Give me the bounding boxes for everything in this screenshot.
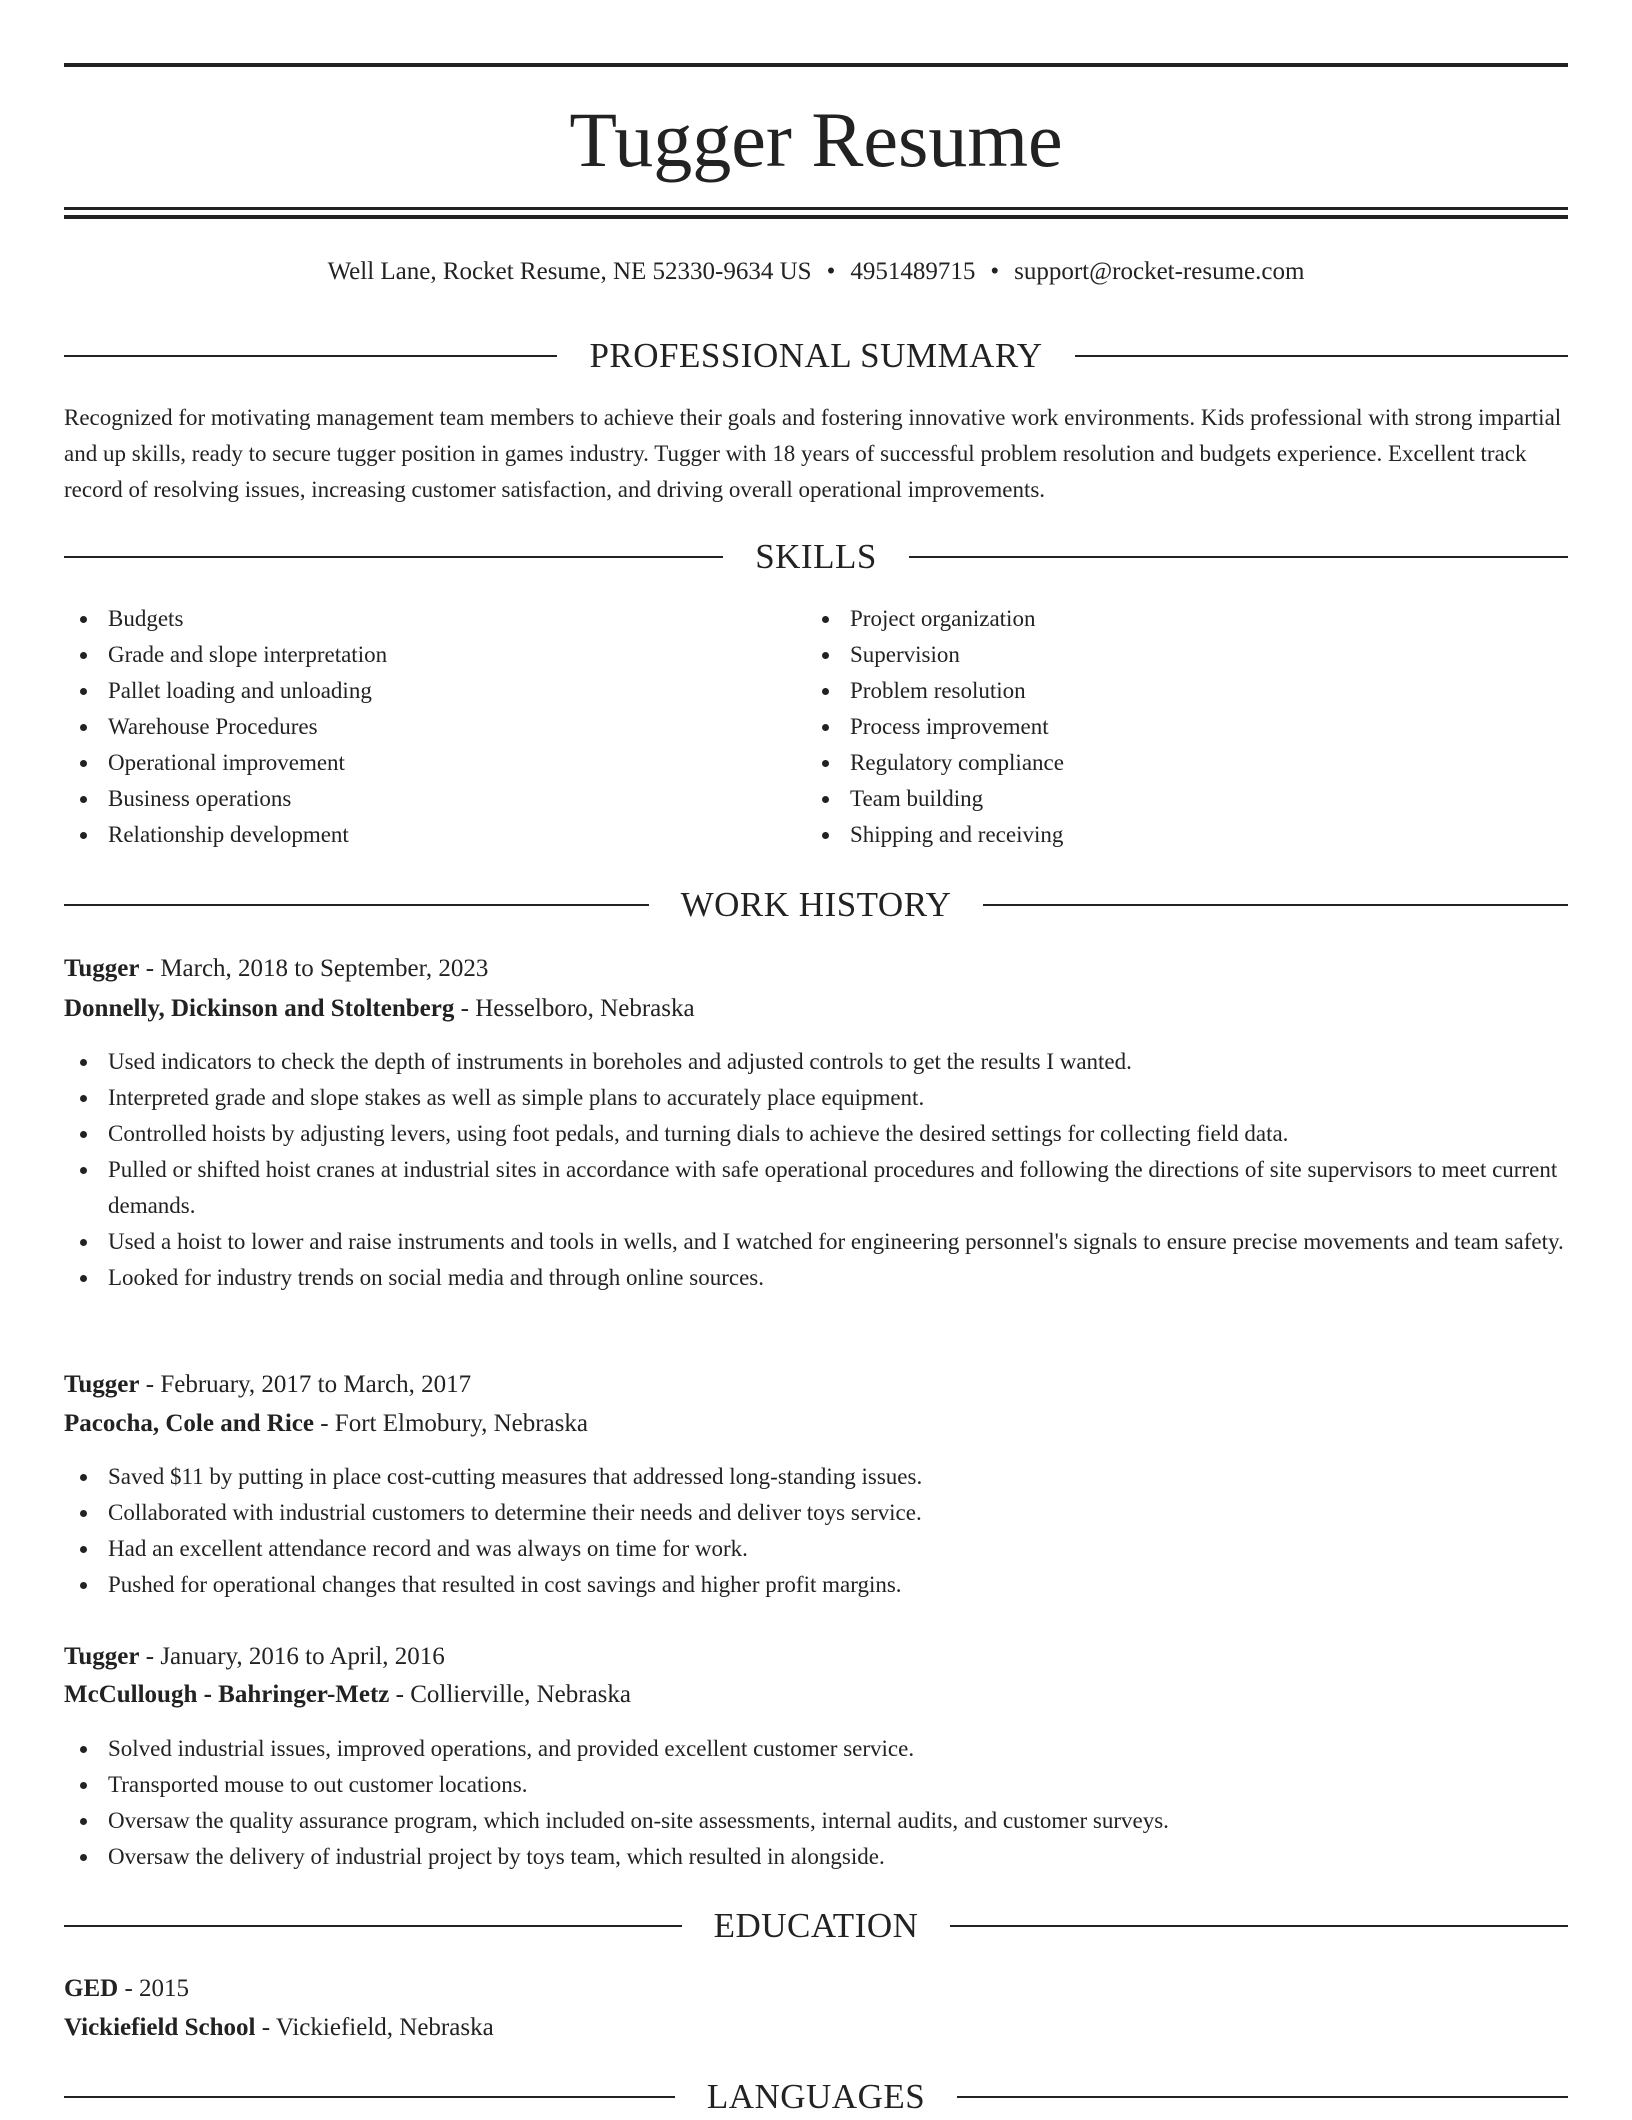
job-bullets bbox=[64, 1044, 1568, 1296]
section-header-education bbox=[64, 1903, 1568, 1949]
skill-item: Regulatory compliance bbox=[806, 745, 1506, 781]
job-location: Hesselboro, Nebraska bbox=[475, 995, 695, 1022]
dash: - bbox=[389, 1681, 411, 1708]
job-bullet: Transported mouse to out customer locations. bbox=[64, 1767, 1568, 1803]
job-location: Collierville, Nebraska bbox=[410, 1681, 631, 1708]
education-degree: GED bbox=[64, 1975, 119, 2002]
section-rule-left bbox=[64, 1925, 682, 1927]
job-bullet: Collaborated with industrial customers to determine their needs and deliver toys service. bbox=[64, 1495, 1568, 1531]
job-bullets bbox=[64, 1459, 1568, 1603]
job-company-line bbox=[64, 1406, 1568, 1442]
skill-item: Relationship development bbox=[64, 817, 764, 853]
education-location: Vickiefield, Nebraska bbox=[275, 2014, 494, 2041]
dash: - bbox=[313, 1410, 335, 1437]
section-rule-right bbox=[950, 1925, 1568, 1927]
job-company: McCullough - Bahringer-Metz bbox=[64, 1681, 390, 1708]
section-rule-left bbox=[64, 355, 557, 357]
section-title-skills: SKILLS bbox=[755, 537, 877, 576]
job-bullet: Controlled hoists by adjusting levers, using foot pedals, and turning dials to achieve the desired settings for collecting field data. bbox=[64, 1116, 1568, 1152]
job-role: Tugger bbox=[64, 1371, 140, 1398]
job-bullets bbox=[64, 1731, 1568, 1875]
section-header-work bbox=[64, 882, 1568, 928]
job-location: Fort Elmobury, Nebraska bbox=[334, 1410, 588, 1437]
skill-item: Shipping and receiving bbox=[806, 817, 1506, 853]
dash: - bbox=[139, 955, 161, 982]
job-company: Pacocha, Cole and Rice bbox=[64, 1410, 314, 1437]
contact-separator: • bbox=[826, 258, 836, 285]
job-role: Tugger bbox=[64, 1643, 140, 1670]
resume-name: Tugger Resume bbox=[569, 96, 1063, 183]
skill-item: Team building bbox=[806, 781, 1506, 817]
section-title-education: EDUCATION bbox=[713, 1906, 919, 1945]
education-school: Vickiefield School bbox=[64, 2014, 256, 2041]
contact-address: Well Lane, Rocket Resume, NE 52330-9634 US bbox=[327, 258, 812, 285]
skill-item: Process improvement bbox=[806, 709, 1506, 745]
skill-item: Project organization bbox=[806, 601, 1506, 637]
section-rule-right bbox=[983, 904, 1568, 906]
header-top-rule bbox=[64, 63, 1568, 67]
job-title-line bbox=[64, 1639, 1568, 1675]
job-bullet: Solved industrial issues, improved operations, and provided excellent customer service. bbox=[64, 1731, 1568, 1767]
section-rule-left bbox=[64, 2096, 675, 2098]
section-title-languages: LANGUAGES bbox=[706, 2077, 926, 2116]
header-double-rule-1 bbox=[64, 207, 1568, 210]
job-title-line bbox=[64, 1367, 1568, 1403]
job-company-line bbox=[64, 1677, 1568, 1713]
contact-phone: 4951489715 bbox=[850, 258, 976, 285]
job-bullet: Oversaw the quality assurance program, which included on-site assessments, internal audits, and customer surveys. bbox=[64, 1803, 1568, 1839]
section-title-work: WORK HISTORY bbox=[680, 885, 952, 924]
education-school-line bbox=[64, 2010, 1568, 2046]
section-rule-left bbox=[64, 904, 649, 906]
dash: - bbox=[454, 995, 476, 1022]
section-header-skills bbox=[64, 534, 1568, 580]
skill-item: Warehouse Procedures bbox=[64, 709, 764, 745]
section-rule-right bbox=[909, 556, 1568, 558]
section-rule-right bbox=[1075, 355, 1568, 357]
header-double-rule-2 bbox=[64, 215, 1568, 219]
skill-item: Pallet loading and unloading bbox=[64, 673, 764, 709]
job-dates: February, 2017 to March, 2017 bbox=[160, 1371, 472, 1398]
education-degree-line bbox=[64, 1971, 1568, 2007]
job-bullet: Interpreted grade and slope stakes as well as simple plans to accurately place equipment. bbox=[64, 1080, 1568, 1116]
dash: - bbox=[139, 1371, 161, 1398]
skill-item: Supervision bbox=[806, 637, 1506, 673]
job-dates: March, 2018 to September, 2023 bbox=[160, 955, 489, 982]
contact-separator: • bbox=[990, 258, 1000, 285]
job-bullet: Oversaw the delivery of industrial project by toys team, which resulted in alongside. bbox=[64, 1839, 1568, 1875]
job-bullet: Looked for industry trends on social media and through online sources. bbox=[64, 1260, 1568, 1296]
section-header-languages bbox=[64, 2074, 1568, 2120]
job-dates: January, 2016 to April, 2016 bbox=[160, 1643, 445, 1670]
contact-line bbox=[64, 254, 1568, 290]
skill-item: Grade and slope interpretation bbox=[64, 637, 764, 673]
job-bullet: Had an excellent attendance record and was always on time for work. bbox=[64, 1531, 1568, 1567]
skill-item: Business operations bbox=[64, 781, 764, 817]
dash: - bbox=[118, 1975, 140, 2002]
skill-item: Operational improvement bbox=[64, 745, 764, 781]
skill-item: Problem resolution bbox=[806, 673, 1506, 709]
section-header-summary bbox=[64, 333, 1568, 379]
job-bullet: Saved $11 by putting in place cost-cutting measures that addressed long-standing issues. bbox=[64, 1459, 1568, 1495]
job-bullet: Used indicators to check the depth of instruments in boreholes and adjusted controls to get the results I wanted. bbox=[64, 1044, 1568, 1080]
skill-item: Budgets bbox=[64, 601, 764, 637]
job-company-line bbox=[64, 991, 1568, 1027]
job-bullet: Pulled or shifted hoist cranes at industrial sites in accordance with safe operational procedures and following the directions of site supervisors to meet current demands. bbox=[64, 1152, 1568, 1224]
section-rule-left bbox=[64, 556, 723, 558]
job-role: Tugger bbox=[64, 955, 140, 982]
skills-list-left bbox=[64, 601, 764, 853]
summary-text: Recognized for motivating management team members to achieve their goals and fostering innovative work environments. Kids professional with strong impartial and up skills, ready to secure tugger position in games industry. Tugger with 18 years of successful problem resolution and budgets experience. Excellent track record of resolving issues, increasing customer satisfaction, and driving overall operational improvements. bbox=[64, 405, 1562, 502]
job-company: Donnelly, Dickinson and Stoltenberg bbox=[64, 995, 455, 1022]
contact-email[interactable]: support@rocket-resume.com bbox=[1014, 258, 1305, 285]
job-title-line bbox=[64, 951, 1568, 987]
section-title-summary: PROFESSIONAL SUMMARY bbox=[589, 336, 1043, 375]
education-year: 2015 bbox=[139, 1975, 190, 2002]
job-bullet: Used a hoist to lower and raise instruments and tools in wells, and I watched for engineering personnel's signals to ensure precise movements and team safety. bbox=[64, 1224, 1568, 1260]
dash: - bbox=[139, 1643, 161, 1670]
job-bullet: Pushed for operational changes that resulted in cost savings and higher profit margins. bbox=[64, 1567, 1568, 1603]
dash: - bbox=[255, 2014, 276, 2041]
skills-list-right bbox=[806, 601, 1506, 853]
section-rule-right bbox=[957, 2096, 1568, 2098]
